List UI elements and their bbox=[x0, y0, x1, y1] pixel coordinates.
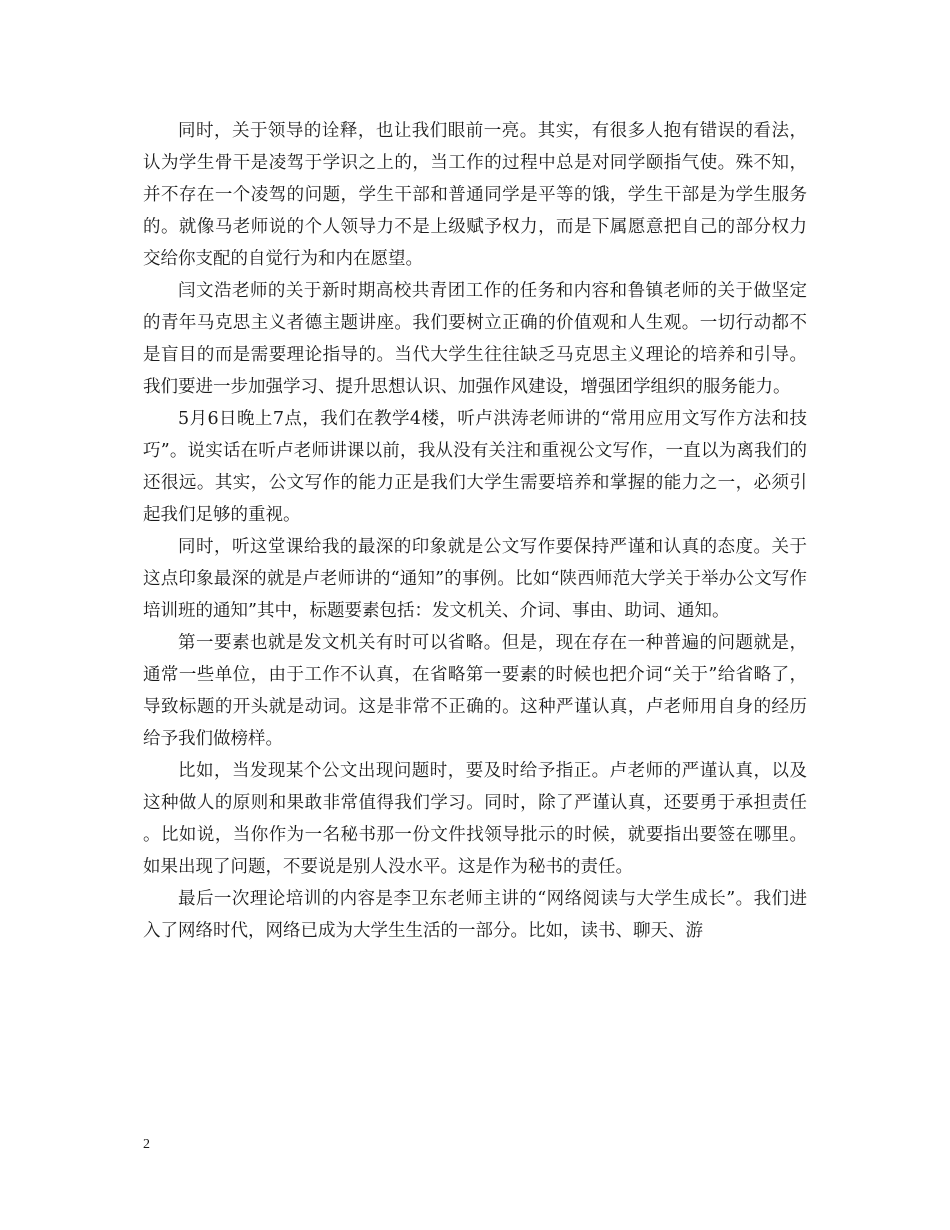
paragraph: 比如，当发现某个公文出现问题时，要及时给予指正。卢老师的严谨认真，以及这种做人的原则和果敢非常值得我们学习。同时，除了严谨认真，还要勇于承担责任。比如说，当你作为一名秘书那一份文件找领导批示的时候，就要指出要签在哪里。如果出现了问题，不要说是别人没水平。这是作为秘书的责任。 bbox=[143, 761, 807, 877]
paragraph: 闫文浩老师的关于新时期高校共青团工作的任务和内容和鲁镇老师的关于做坚定的青年马克思主义者德主题讲座。我们要树立正确的价值观和人生观。一切行动都不是盲目的而是需要理论指导的。当代大学生往往缺乏马克思主义理论的培养和引导。我们要进一步加强学习、提升思想认识、加强作风建设，增强团学组织的服务能力。 bbox=[143, 281, 807, 397]
paragraph: 最后一次理论培训的内容是李卫东老师主讲的“网络阅读与大学生成长”。我们进入了网络时代，网络已成为大学生生活的一部分。比如，读书、聊天、游 bbox=[143, 889, 807, 941]
paragraph: 第一要素也就是发文机关有时可以省略。但是，现在存在一种普遍的问题就是，通常一些单位，由于工作不认真，在省略第一要素的时候也把介词“关于”给省略了，导致标题的开头就是动词。这是非常不正确的。这种严谨认真，卢老师用自身的经历给予我们做榜样。 bbox=[143, 633, 807, 749]
paragraph: 同时，关于领导的诠释，也让我们眼前一亮。其实，有很多人抱有错误的看法，认为学生骨干是凌驾于学识之上的，当工作的过程中总是对同学颐指气使。殊不知，并不存在一个凌驾的问题，学生干部和普通同学是平等的饿，学生干部是为学生服务的。就像马老师说的个人领导力不是上级赋予权力，而是下属愿意把自己的部分权力交给你支配的自觉行为和内在愿望。 bbox=[143, 121, 807, 269]
page-number: 2 bbox=[143, 1137, 150, 1152]
body-text bbox=[143, 115, 807, 947]
paragraph: 5月6日晚上7点，我们在教学4楼，听卢洪涛老师讲的“常用应用文写作方法和技巧”。说实话在听卢老师讲课以前，我从没有关注和重视公文写作，一直以为离我们的还很远。其实，公文写作的能力正是我们大学生需要培养和掌握的能力之一，必须引起我们足够的重视。 bbox=[143, 409, 807, 525]
paragraph: 同时，听这堂课给我的最深的印象就是公文写作要保持严谨和认真的态度。关于这点印象最深的就是卢老师讲的“通知”的事例。比如“陕西师范大学关于举办公文写作培训班的通知”其中，标题要素包括：发文机关、介词、事由、助词、通知。 bbox=[143, 537, 807, 621]
